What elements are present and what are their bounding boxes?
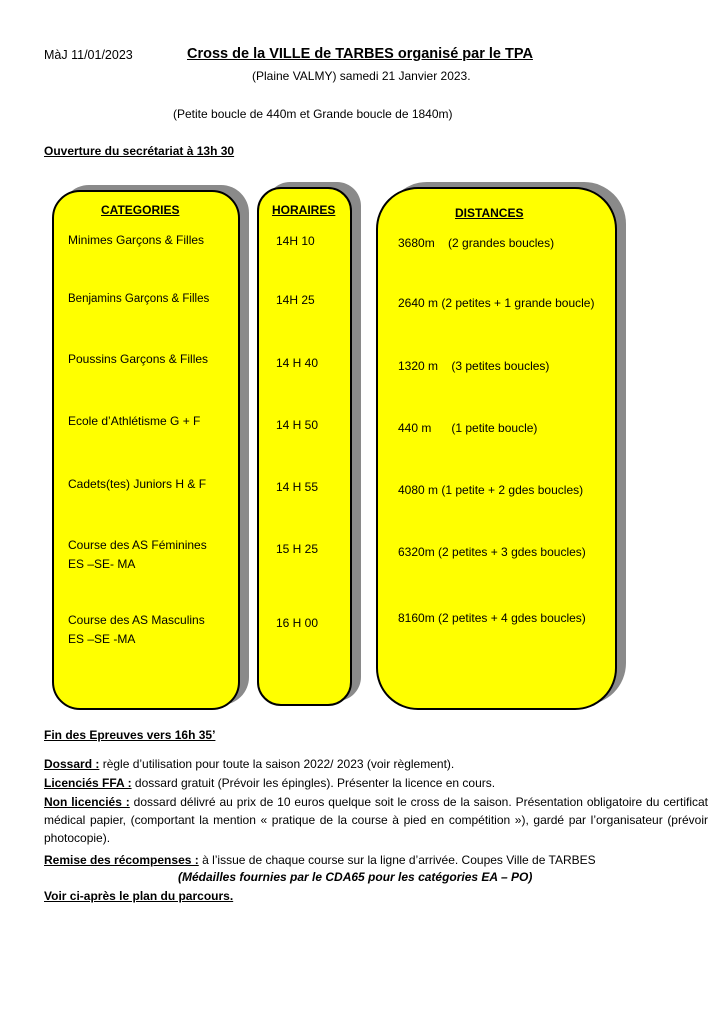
dossard-label: Dossard : [44, 757, 100, 771]
category-line: ES –SE -MA [68, 632, 136, 646]
licencies-label: Licenciés FFA : [44, 776, 132, 790]
category-cell [68, 290, 209, 309]
update-date: MàJ 11/01/2023 [44, 48, 133, 62]
category-cell [68, 412, 200, 431]
distance-cell: 440 m (1 petite boucle) [398, 421, 538, 435]
course-map-link: Voir ci-après le plan du parcours. [44, 889, 234, 903]
category-cell [68, 475, 206, 494]
document-subtitle: (Plaine VALMY) samedi 21 Janvier 2023. [252, 69, 471, 83]
distance-cell: 1320 m (3 petites boucles) [398, 359, 550, 373]
licencies-paragraph [44, 774, 684, 792]
dossard-paragraph [44, 755, 684, 773]
time-cell: 14H 25 [276, 293, 315, 307]
distance-cell: 8160m (2 petites + 4 gdes boucles) [398, 611, 586, 625]
medals-note: (Médailles fournies par le CDA65 pour les catégories EA – PO) [178, 870, 533, 884]
remise-text: à l’issue de chaque course sur la ligne d’arrivée. Coupes Ville de TARBES [198, 853, 596, 867]
category-cell [68, 231, 204, 250]
category-line: ES –SE- MA [68, 557, 136, 571]
time-cell: 14 H 50 [276, 418, 319, 432]
distance-cell: 3680m (2 grandes boucles) [398, 236, 555, 250]
category-line: Minimes Garçons & Filles [68, 233, 205, 247]
remise-paragraph [44, 851, 684, 869]
category-line: Ecole d’Athlétisme G + F [68, 414, 201, 428]
category-line: Course des AS Masculins [68, 613, 205, 627]
time-cell: 15 H 25 [276, 542, 319, 556]
loops-description: (Petite boucle de 440m et Grande boucle de 1840m) [173, 107, 453, 121]
non-licencies-text: dossard délivré au prix de 10 euros quelque soit le cross de la saison. Présentation obligatoire du certificat médical papier, (comportant la mention « pratique de la course à pied en compétition »), gardé par l’organisateur (prévoir photocopie). [44, 795, 708, 845]
end-of-events: Fin des Epreuves vers 16h 35’ [44, 728, 216, 742]
licencies-text: dossard gratuit (Prévoir les épingles). Présenter la licence en cours. [131, 776, 496, 790]
distances-header: DISTANCES [455, 206, 524, 220]
document-title: Cross de la VILLE de TARBES organisé par le TPA [187, 46, 533, 62]
remise-label: Remise des récompenses : [44, 853, 199, 867]
distance-cell: 4080 m (1 petite + 2 gdes boucles) [398, 483, 584, 497]
category-line: Benjamins Garçons & Filles [68, 293, 210, 305]
distance-cell: 6320m (2 petites + 3 gdes boucles) [398, 545, 586, 559]
dossard-text: règle d’utilisation pour toute la saison 2022/ 2023 (voir règlement). [99, 757, 455, 771]
category-line: Poussins Garçons & Filles [68, 352, 209, 366]
category-line: Course des AS Féminines [68, 538, 207, 552]
distance-cell: 2640 m (2 petites + 1 grande boucle) [398, 296, 595, 310]
categories-header: CATEGORIES [101, 203, 180, 217]
non-licencies-paragraph [44, 793, 708, 847]
secretariat-opening: Ouverture du secrétariat à 13h 30 [44, 144, 235, 158]
time-cell: 14 H 55 [276, 480, 319, 494]
category-cell [68, 611, 205, 649]
category-cell [68, 350, 208, 369]
category-line: Cadets(tes) Juniors H & F [68, 477, 207, 491]
time-cell: 16 H 00 [276, 616, 319, 630]
non-licencies-label: Non licenciés : [44, 795, 130, 809]
horaires-header: HORAIRES [272, 203, 336, 217]
category-cell [68, 536, 207, 574]
time-cell: 14 H 40 [276, 356, 319, 370]
time-cell: 14H 10 [276, 234, 315, 248]
distances-box [376, 187, 617, 710]
